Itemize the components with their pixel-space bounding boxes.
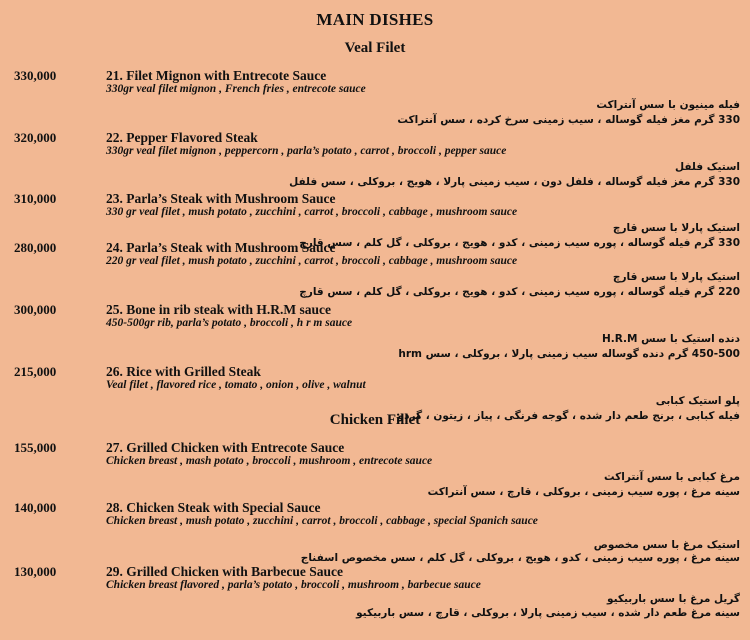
item-name: 27. Grilled Chicken with Entrecote Sauce xyxy=(106,440,345,455)
item-description-persian: سینه مرغ ، پوره سیب زمینی ، کدو ، هویج ، بروکلی ، گل کلم ، سس مخصوص اسفناج xyxy=(300,552,740,564)
item-name-persian: گریل مرغ با سس باربیکیو xyxy=(607,593,740,605)
item-price: 300,000 xyxy=(14,302,57,317)
item-description-persian: سینه مرغ ، پوره سیب زمینی ، بروکلی ، قارچ ، سس آنتراکت xyxy=(427,486,740,498)
item-description-persian: 330 گرم مغز فیله گوساله ، سیب زمینی سرخ کرده ، سس آنتراکت xyxy=(397,114,740,126)
item-description-persian: فیله کبابی ، برنج طعم دار شده ، گوجه فرنگی ، پیاز ، زیتون ، گردو xyxy=(397,410,740,422)
item-description: 330gr veal filet mignon , peppercorn , parla’s potato , carrot , broccoli , pepper sauce xyxy=(106,145,507,157)
item-name: 26. Rice with Grilled Steak xyxy=(106,364,261,379)
item-description: 450-500gr rib, parla’s potato , broccoli , h r m sauce xyxy=(106,317,353,329)
item-description: 330gr veal filet mignon , French fries , entrecote sauce xyxy=(106,83,366,95)
item-description: Chicken breast flavored , parla’s potato , broccoli , mushroom , barbecue sauce xyxy=(106,579,481,591)
item-price: 140,000 xyxy=(14,500,57,515)
item-description-persian: سینه مرغ طعم دار شده ، سیب زمینی پارلا ، بروکلی ، قارچ ، سس باربیکیو xyxy=(356,607,740,619)
item-name-persian: فیله مینیون با سس آنتراکت xyxy=(596,99,740,111)
item-name: 23. Parla’s Steak with Mushroom Sauce xyxy=(106,191,336,206)
item-description-persian: 330 گرم مغز فیله گوساله ، فلفل دون ، سیب زمینی پارلا ، هویج ، بروکلی ، سس فلفل xyxy=(289,176,740,188)
item-price: 215,000 xyxy=(14,364,57,379)
item-name-persian: استیک پارلا با سس قارچ xyxy=(612,222,740,234)
item-price: 130,000 xyxy=(14,564,57,579)
item-price: 330,000 xyxy=(14,68,57,83)
item-name: 22. Pepper Flavored Steak xyxy=(106,130,258,145)
item-name-persian: استیک فلفل xyxy=(675,161,740,173)
item-description: 220 gr veal filet , mush potato , zucchini , carrot , broccoli , cabbage , mushroom sauce xyxy=(106,255,518,267)
item-name-persian: پلو استیک کبابی xyxy=(655,395,740,407)
section-heading-veal: Veal Filet xyxy=(344,40,406,56)
item-description: Chicken breast , mash potato , broccoli , mushroom , entrecote sauce xyxy=(106,455,433,467)
item-description: 330 gr veal filet , mush potato , zucchini , carrot , broccoli , cabbage , mushroom sauce xyxy=(106,206,518,218)
item-price: 280,000 xyxy=(14,240,57,255)
item-description: Veal filet , flavored rice , tomato , onion , olive , walnut xyxy=(106,379,366,391)
item-name-persian: استیک پارلا با سس قارچ xyxy=(612,271,740,283)
item-name: 29. Grilled Chicken with Barbecue Sauce xyxy=(106,564,343,579)
item-description: Chicken breast , mush potato , zucchini , carrot , broccoli , cabbage , special Spanich sauce xyxy=(106,515,538,527)
item-name-persian: مرغ کبابی با سس آنتراکت xyxy=(604,471,740,483)
section-heading-chicken: Chicken Fillet xyxy=(329,412,421,428)
item-name-persian: استیک مرغ با سس مخصوص xyxy=(593,539,740,551)
item-price: 155,000 xyxy=(14,440,57,455)
item-name-persian: دنده استیک با سس H.R.M xyxy=(601,333,740,345)
item-description-persian: 220 گرم فیله گوساله ، پوره سیب زمینی ، کدو ، هویج ، بروکلی ، گل کلم ، سس قارچ xyxy=(299,286,740,298)
item-name: 28. Chicken Steak with Special Sauce xyxy=(106,500,321,515)
item-description-persian: 330 گرم فیله گوساله ، پوره سیب زمینی ، کدو ، هویج ، بروکلی ، گل کلم ، سس قارچ xyxy=(299,237,740,249)
item-description-persian: 450-500 گرم دنده گوساله سیب زمینی پارلا ، بروکلی ، سس hrm xyxy=(398,348,740,360)
item-name: 21. Filet Mignon with Entrecote Sauce xyxy=(106,68,327,83)
item-name: 24. Parla’s Steak with Mushroom Sauce xyxy=(106,240,336,255)
page-title: MAIN DISHES xyxy=(316,10,434,29)
item-price: 310,000 xyxy=(14,191,57,206)
item-price: 320,000 xyxy=(14,130,57,145)
item-name: 25. Bone in rib steak with H.R.M sauce xyxy=(106,302,332,317)
